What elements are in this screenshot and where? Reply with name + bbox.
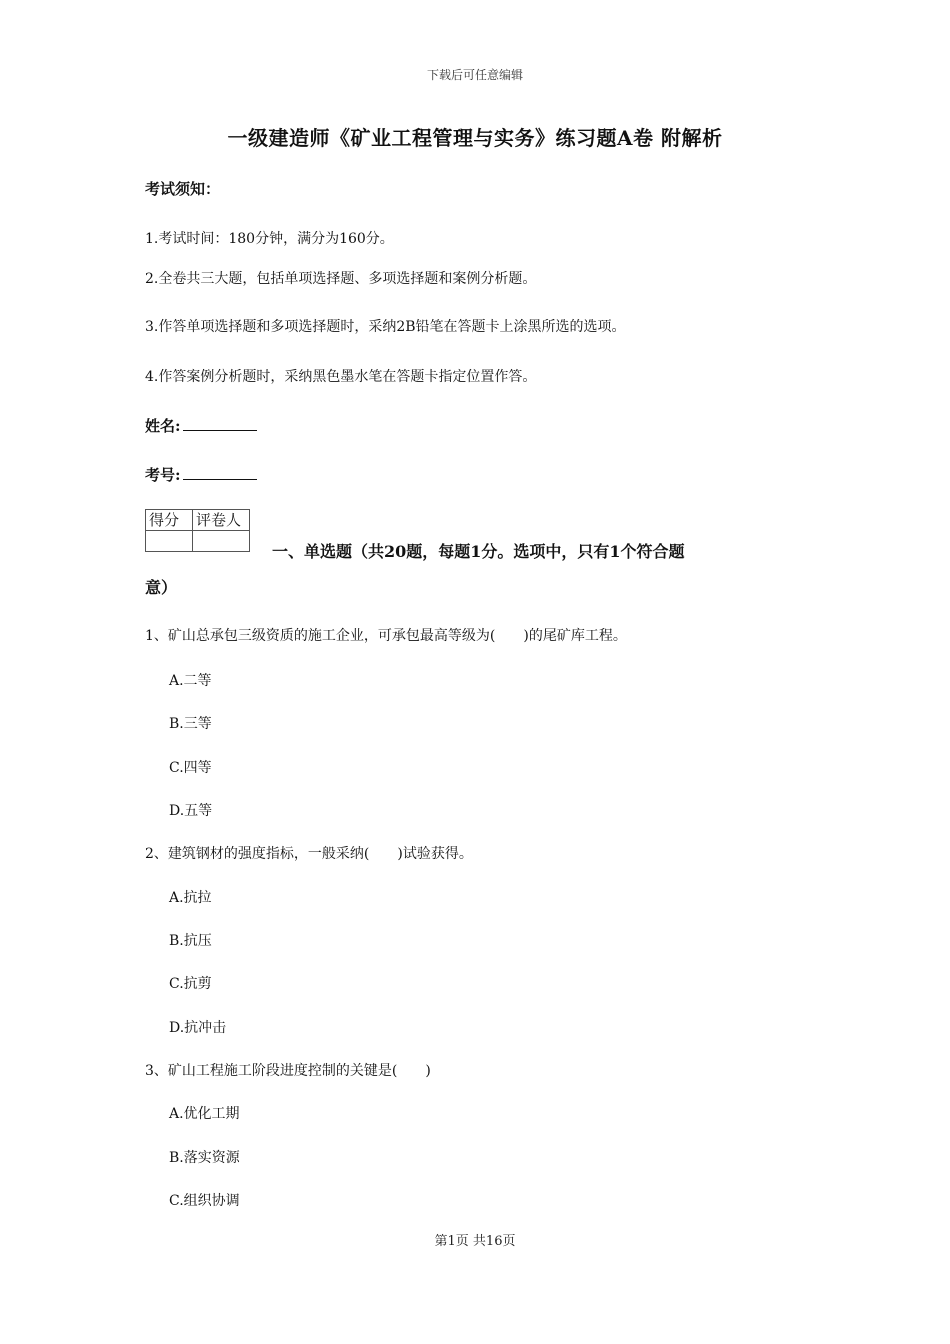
score-cell xyxy=(146,531,193,552)
question-3-option-c: C.组织协调 xyxy=(169,1193,240,1209)
question-1-option-b: B.三等 xyxy=(169,716,212,732)
notice-item-3: 3.作答单项选择题和多项选择题时，采纳2B铅笔在答题卡上涂黑所选的选项。 xyxy=(145,319,626,335)
name-field xyxy=(145,415,257,436)
notice-item-2: 2.全卷共三大题，包括单项选择题、多项选择题和案例分析题。 xyxy=(145,271,537,287)
exam-id-blank-line xyxy=(183,465,257,480)
question-1-option-d: D.五等 xyxy=(169,803,213,819)
notice-item-1: 1.考试时间：180分钟，满分为160分。 xyxy=(145,231,394,247)
exam-id-label: 考号: xyxy=(145,466,181,484)
part1-title: 一、单选题（共20题，每题1分。选项中，只有1个符合题 xyxy=(272,542,685,561)
exam-id-field xyxy=(145,464,257,485)
notice-item-4: 4.作答案例分析题时，采纳黑色墨水笔在答题卡指定位置作答。 xyxy=(145,369,537,385)
question-2-option-b: B.抗压 xyxy=(169,933,212,949)
question-2-option-a: A.抗拉 xyxy=(169,890,212,906)
question-2-option-d: D.抗冲击 xyxy=(169,1020,227,1036)
question-1-option-a: A.二等 xyxy=(169,673,212,689)
grader-cell xyxy=(193,531,250,552)
page-footer: 第1页 共16页 xyxy=(434,1234,516,1249)
question-3: 3、矿山工程施工阶段进度控制的关键是( ) xyxy=(145,1063,431,1079)
question-2: 2、建筑钢材的强度指标，一般采纳( )试验获得。 xyxy=(145,846,473,862)
question-1-option-c: C.四等 xyxy=(169,760,212,776)
question-2-option-c: C.抗剪 xyxy=(169,976,212,992)
name-label: 姓名: xyxy=(145,417,181,435)
question-1: 1、矿山总承包三级资质的施工企业，可承包最高等级为( )的尾矿库工程。 xyxy=(145,628,627,644)
header-note: 下载后可任意编辑 xyxy=(426,68,523,82)
part1-title-continued: 意） xyxy=(145,578,178,597)
grader-header: 评卷人 xyxy=(193,510,250,531)
score-box xyxy=(145,509,250,552)
question-3-option-a: A.优化工期 xyxy=(169,1106,240,1122)
name-blank-line xyxy=(183,416,257,431)
score-header: 得分 xyxy=(146,510,193,531)
document-title: 一级建造师《矿业工程管理与实务》练习题A卷 附解析 xyxy=(227,126,723,150)
question-3-option-b: B.落实资源 xyxy=(169,1150,240,1166)
notice-heading: 考试须知： xyxy=(145,180,221,198)
